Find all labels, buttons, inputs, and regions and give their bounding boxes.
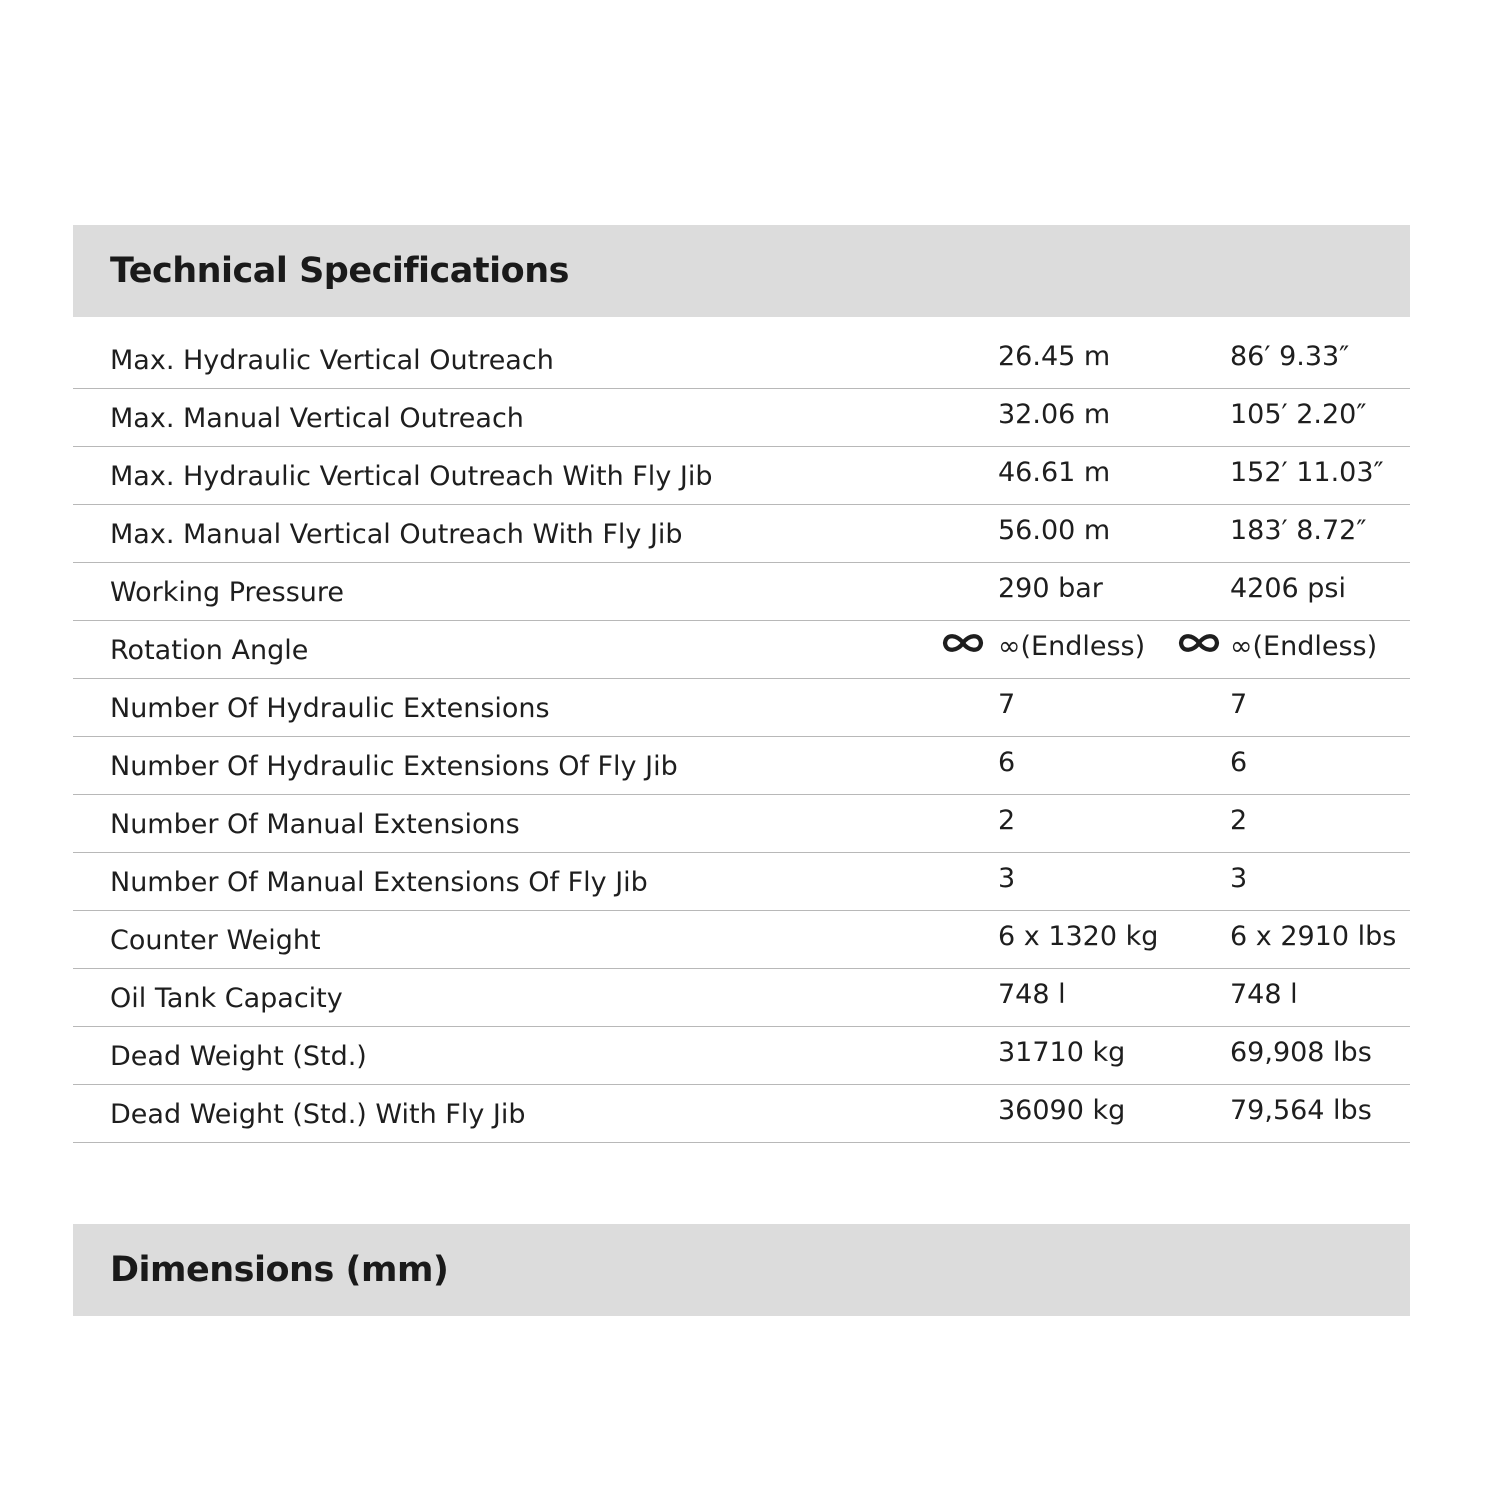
spec-table bbox=[73, 331, 1410, 1143]
imperial-value: 4206 psi bbox=[1230, 573, 1347, 604]
table-row bbox=[73, 621, 1410, 679]
imperial-value: 79,564 lbs bbox=[1230, 1095, 1372, 1126]
imperial-value: 152′ 11.03″ bbox=[1230, 457, 1384, 488]
spec-label: Max. Manual Vertical Outreach With Fly Jib bbox=[110, 519, 683, 550]
metric-value: 6 x 1320 kg bbox=[998, 921, 1159, 952]
metric-value: 290 bar bbox=[998, 573, 1103, 604]
imperial-value: 748 l bbox=[1230, 979, 1298, 1010]
table-row bbox=[73, 969, 1410, 1027]
table-row bbox=[73, 389, 1410, 447]
metric-value: 6 bbox=[998, 747, 1016, 778]
metric-value: 36090 kg bbox=[998, 1095, 1126, 1126]
imperial-value: 105′ 2.20″ bbox=[1230, 399, 1367, 430]
imperial-value: 86′ 9.33″ bbox=[1230, 341, 1350, 372]
spec-label: Number Of Hydraulic Extensions bbox=[110, 693, 550, 724]
imperial-value: 2 bbox=[1230, 805, 1248, 836]
spec-label: Number Of Manual Extensions bbox=[110, 809, 520, 840]
spec-label: Max. Manual Vertical Outreach bbox=[110, 403, 524, 434]
spec-label: Counter Weight bbox=[110, 925, 321, 956]
dimensions-header bbox=[73, 1224, 1410, 1316]
metric-value: 32.06 m bbox=[998, 399, 1111, 430]
table-row bbox=[73, 447, 1410, 505]
spec-label: Rotation Angle bbox=[110, 635, 309, 666]
spec-label: Working Pressure bbox=[110, 577, 344, 608]
imperial-value: 69,908 lbs bbox=[1230, 1037, 1372, 1068]
metric-value: 748 l bbox=[998, 979, 1066, 1010]
spec-label: Number Of Manual Extensions Of Fly Jib bbox=[110, 867, 648, 898]
table-row bbox=[73, 737, 1410, 795]
imperial-value: ∞(Endless) bbox=[1230, 631, 1378, 662]
metric-value: 3 bbox=[998, 863, 1016, 894]
spec-label: Dead Weight (Std.) bbox=[110, 1041, 367, 1072]
table-row bbox=[73, 853, 1410, 911]
imperial-value: 6 bbox=[1230, 747, 1248, 778]
spec-label: Max. Hydraulic Vertical Outreach With Fly Jib bbox=[110, 461, 713, 492]
imperial-value: 7 bbox=[1230, 689, 1248, 720]
technical-specifications-title: Technical Specifications bbox=[110, 251, 569, 291]
dimensions-title: Dimensions (mm) bbox=[110, 1250, 449, 1290]
metric-value: 2 bbox=[998, 805, 1016, 836]
technical-specifications-header bbox=[73, 225, 1410, 317]
table-row bbox=[73, 911, 1410, 969]
metric-value: 46.61 m bbox=[998, 457, 1111, 488]
imperial-value: 183′ 8.72″ bbox=[1230, 515, 1367, 546]
table-row bbox=[73, 331, 1410, 389]
metric-value: 26.45 m bbox=[998, 341, 1111, 372]
table-row bbox=[73, 795, 1410, 853]
metric-value: 7 bbox=[998, 689, 1016, 720]
table-row bbox=[73, 1085, 1410, 1143]
imperial-value: 3 bbox=[1230, 863, 1248, 894]
table-row bbox=[73, 679, 1410, 737]
infinity-icon bbox=[1176, 629, 1222, 657]
metric-value: 56.00 m bbox=[998, 515, 1111, 546]
imperial-value: 6 x 2910 lbs bbox=[1230, 921, 1397, 952]
table-row bbox=[73, 505, 1410, 563]
spec-label: Max. Hydraulic Vertical Outreach bbox=[110, 345, 554, 376]
metric-value: 31710 kg bbox=[998, 1037, 1126, 1068]
spec-label: Number Of Hydraulic Extensions Of Fly Jib bbox=[110, 751, 678, 782]
spec-label: Oil Tank Capacity bbox=[110, 983, 343, 1014]
table-row bbox=[73, 563, 1410, 621]
table-row bbox=[73, 1027, 1410, 1085]
metric-value: ∞(Endless) bbox=[998, 631, 1146, 662]
spec-label: Dead Weight (Std.) With Fly Jib bbox=[110, 1099, 526, 1130]
infinity-icon bbox=[940, 629, 986, 657]
